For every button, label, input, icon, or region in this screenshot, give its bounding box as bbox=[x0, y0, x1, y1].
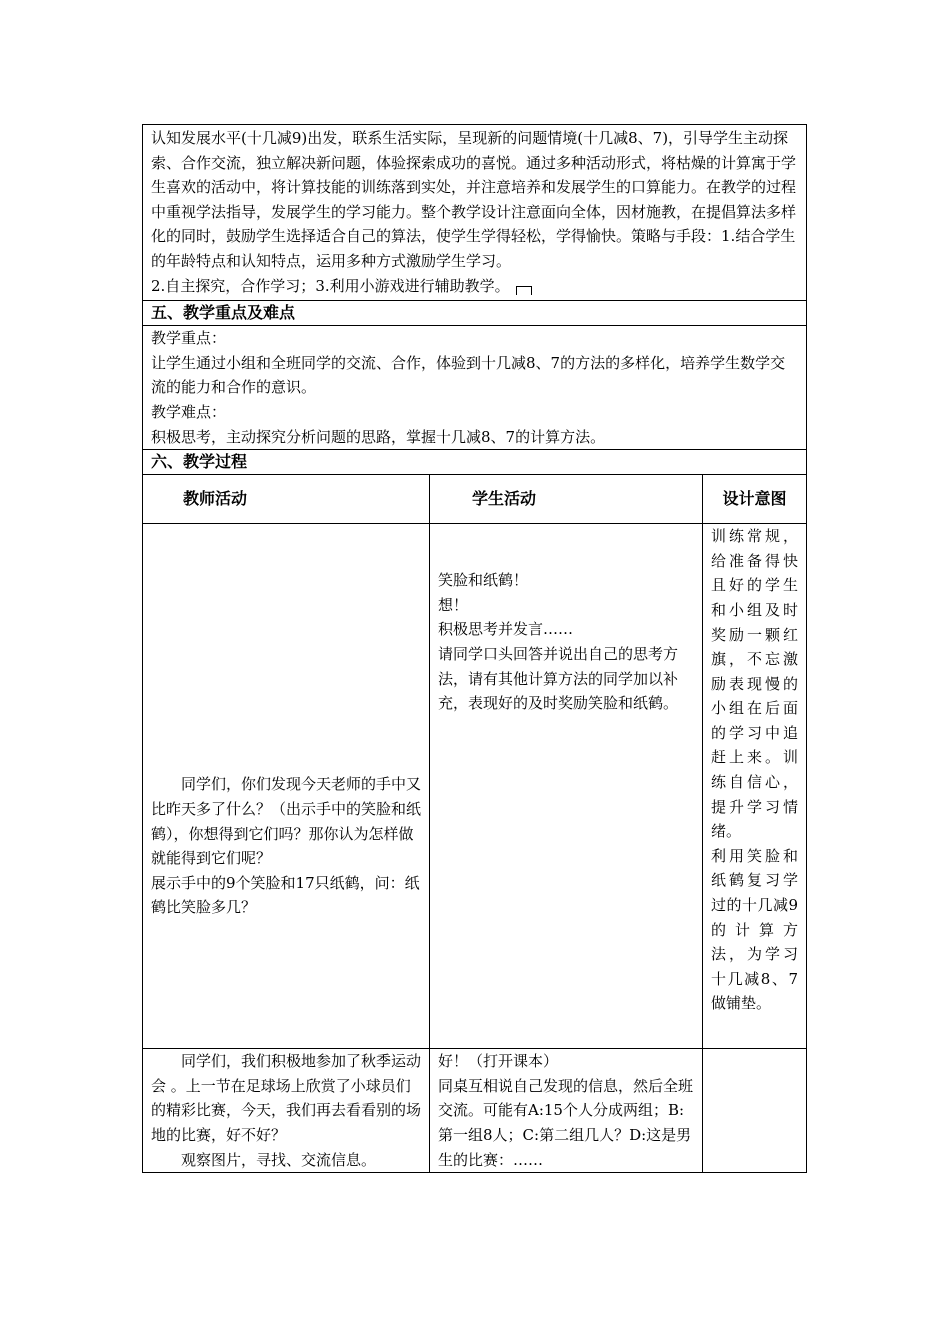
row2-student-cell bbox=[430, 1049, 703, 1173]
row2-student-line-2: 同桌互相说自己发现的信息，然后全班交流。可能有A:15个人分成两组；B:第一组8人；C:第二组几人？D:这是男生的比赛：…… bbox=[438, 1076, 694, 1169]
intro-cell bbox=[143, 125, 807, 301]
row1-student-line-3: 积极思考并发言…… bbox=[438, 620, 574, 639]
intro-paragraph-2 bbox=[151, 274, 798, 299]
difficult-point-text: 积极思考，主动探究分析问题的思路，掌握十几减8、7的计算方法。 bbox=[151, 427, 606, 446]
row1-teacher-paragraph-2: 展示手中的9个笑脸和17只纸鹤，问：纸鹤比笑脸多几？ bbox=[151, 873, 420, 917]
intro-paragraph-1: 认知发展水平(十几减9)出发，联系生活实际，呈现新的问题情境(十几减8、7)，引导学生主动探索、合作交流，独立解决新问题，体验探索成功的喜悦。通过多种活动形式，将枯燥的计算寓于学生喜欢的活动中，将计算技能的训练落到实处，并注意培养和发展学生的口算能力。在教学的过程中重视学法指导，发展学生的学习能力。整个教学设计注意面向全体，因材施教，在提倡算法多样化的同时，鼓励学生选择适合自己的算法，使学生学得轻松，学得愉快。策略与手段：1.结合学生的年龄特点和认知特点，运用多种方式激励学生学习。 bbox=[151, 129, 797, 270]
key-point-text: 让学生通过小组和全班同学的交流、合作，体验到十几减8、7的方法的多样化，培养学生数学交流的能力和合作的意识。 bbox=[151, 353, 786, 397]
process-row-2 bbox=[143, 1049, 807, 1173]
row1-design-paragraph-2: 利用笑脸和纸鹤复习学过的十几减9的计算方法，为学习十几减8、7做铺垫。 bbox=[711, 846, 799, 1013]
row1-student-line-2: 想！ bbox=[438, 595, 469, 614]
process-column-header-row bbox=[143, 475, 807, 524]
section6-heading-row bbox=[143, 450, 807, 475]
text-cursor-mark-icon bbox=[516, 286, 532, 295]
row2-teacher-paragraph-2: 观察图片，寻找、交流信息。 bbox=[181, 1150, 377, 1169]
row1-design-paragraph-1: 训练常规，给准备得快且好的学生和小组及时奖励一颗红旗，不忘激励表现慢的小组在后面的学习中追赶上来。训练自信心，提升学习情绪。 bbox=[711, 527, 799, 841]
key-point-label: 教学重点： bbox=[151, 329, 227, 348]
row1-student-cell bbox=[430, 524, 703, 1049]
section5-heading-row bbox=[143, 301, 807, 326]
row1-design-cell bbox=[703, 524, 807, 1049]
row1-teacher-paragraph-1: 同学们，你们发现今天老师的手中又比昨天多了什么？（出示手中的笑脸和纸鹤），你想得到它们吗？那你认为怎样做就能得到它们呢？ bbox=[151, 775, 422, 868]
row2-design-cell bbox=[703, 1049, 807, 1173]
section5-body-cell bbox=[143, 326, 807, 450]
section6-title: 六、教学过程 bbox=[143, 450, 807, 475]
row2-teacher-cell bbox=[143, 1049, 430, 1173]
lesson-plan-table bbox=[142, 124, 807, 1173]
intro-row bbox=[143, 125, 807, 301]
section5-body-row bbox=[143, 326, 807, 450]
row1-student-line-1: 笑脸和纸鹤！ bbox=[438, 571, 529, 590]
row2-teacher-paragraph-1: 同学们，我们积极地参加了秋季运动会 。上一节在足球场上欣赏了小球员们的精彩比赛，今天，我们再去看看别的场地的比赛，好不好？ bbox=[151, 1052, 422, 1144]
col-header-teacher: 教师活动 bbox=[143, 475, 430, 524]
row1-student-line-4: 请同学口头回答并说出自己的思考方法，请有其他计算方法的同学加以补充，表现好的及时奖励笑脸和纸鹤。 bbox=[438, 644, 679, 713]
col-header-student: 学生活动 bbox=[430, 475, 703, 524]
document-page bbox=[142, 124, 806, 1173]
section5-title: 五、教学重点及难点 bbox=[143, 301, 807, 326]
difficult-point-label: 教学难点： bbox=[151, 402, 227, 421]
intro-paragraph-2-text: 2.自主探究，合作学习；3.利用小游戏进行辅助教学。 bbox=[151, 276, 510, 295]
col-header-design: 设计意图 bbox=[703, 475, 807, 524]
row1-teacher-cell bbox=[143, 524, 430, 1049]
process-row-1 bbox=[143, 524, 807, 1049]
row2-student-line-1: 好！（打开课本） bbox=[438, 1052, 559, 1071]
